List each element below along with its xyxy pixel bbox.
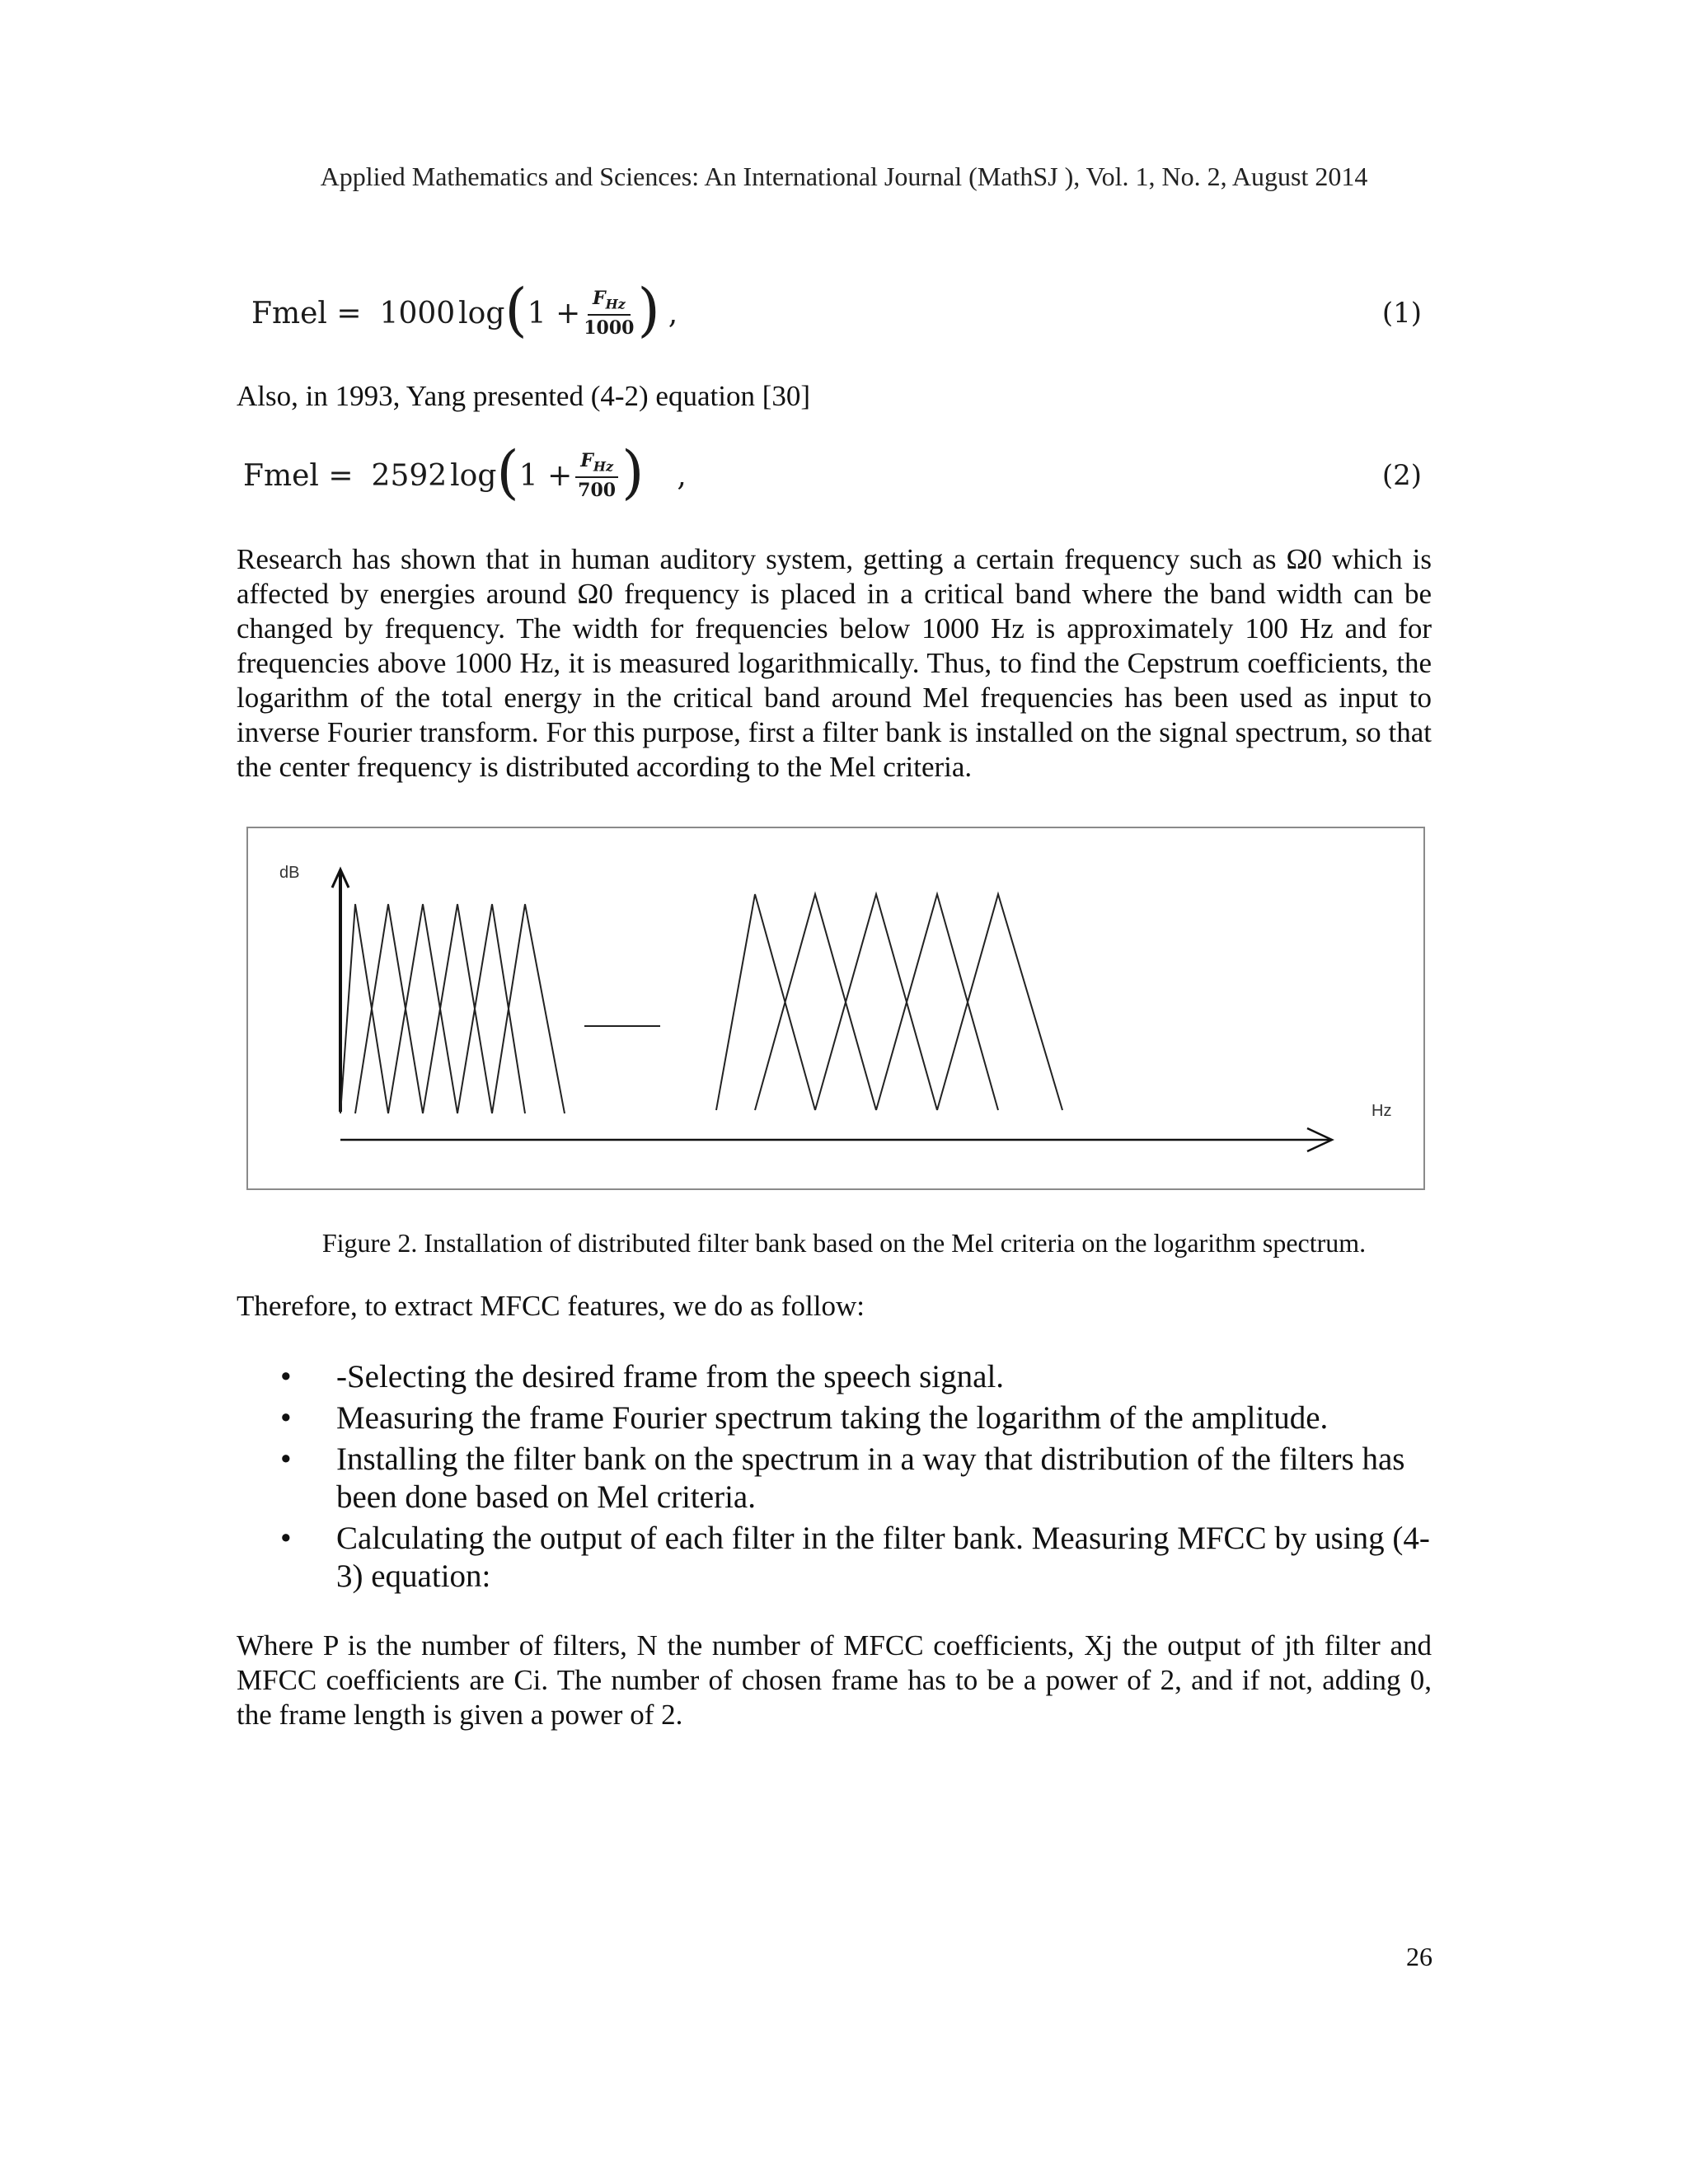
bullet-list (280, 1358, 1451, 1599)
equation-1-func: log (458, 296, 505, 330)
bullet-icon: • (280, 1359, 292, 1394)
equation-2-coef: 2592 (371, 458, 448, 493)
y-axis-label: dB (279, 864, 300, 882)
equation-2-body (243, 438, 687, 513)
filter-triangle (423, 904, 492, 1113)
paragraph-where: Where P is the number of filters, N the number of MFCC coefficients, Xj the output of jth filter and MFCC coefficients are Ci. The number of chosen frame has to be a power of 2, and if not, adding 0, the frame length is given a power of 2. (237, 1629, 1432, 1731)
filter-triangle (755, 894, 876, 1110)
equation-1-one-plus: 1 + (527, 296, 581, 330)
equation-2-numerator: $F_{Hz}$ (575, 450, 618, 477)
filter-bank-diagram (248, 828, 1423, 1188)
equation-1-number: (1) (1381, 297, 1422, 330)
equation-2-fraction (575, 450, 618, 500)
equation-2-one-plus: 1 + (518, 458, 573, 493)
bullet-icon: • (280, 1441, 292, 1477)
filter-triangle (876, 894, 998, 1110)
figure-caption: Figure 2. Installation of distributed filter bank based on the Mel criteria on the logarithm spectrum. (321, 1228, 1367, 1258)
equation-2-lhs: Fmel = (243, 458, 354, 493)
filter-triangle (815, 894, 937, 1110)
equation-1-denominator: 1000 (584, 316, 635, 339)
filter-triangle (388, 904, 457, 1113)
equation-2-denominator: 700 (578, 479, 617, 501)
filter-triangle (937, 894, 1062, 1110)
filter-triangle (340, 904, 388, 1113)
filter-triangle (355, 904, 423, 1113)
figure-2-frame (246, 827, 1425, 1190)
page-number: 26 (1406, 1942, 1432, 1971)
list-item: • Measuring the frame Fourier spectrum taking the logarithm of the amplitude. (280, 1400, 1329, 1436)
equation-1-open-paren: ( (504, 276, 528, 344)
equation-1 (251, 276, 1422, 350)
filter-triangle (492, 904, 565, 1113)
x-axis-label: Hz (1372, 1102, 1392, 1120)
equation-1-fraction (584, 288, 634, 338)
equation-2-open-paren: ( (496, 438, 519, 506)
equation-2-close-paren: ) (621, 438, 645, 506)
filters-right-group (716, 894, 1062, 1110)
equation-1-trail: , (668, 296, 678, 330)
equation-1-close-paren: ) (637, 276, 660, 344)
equation-2-number: (2) (1381, 459, 1422, 492)
paragraph-therefore: Therefore, to extract MFCC features, we do as follow: (237, 1290, 865, 1322)
equation-2-trail: , (677, 458, 687, 493)
filter-triangle (716, 894, 815, 1110)
list-item: • Installing the filter bank on the spectrum in a way that distribution of the filters has been done based on Mel criteria. (280, 1441, 1405, 1515)
bullet-icon: • (280, 1521, 292, 1556)
paragraph-intro: Also, in 1993, Yang presented (4-2) equation [30] (237, 380, 811, 412)
running-header: Applied Mathematics and Sciences: An International Journal (MathSJ ), Vol. 1, No. 2, August 2014 (320, 162, 1368, 191)
equation-1-coef: 1000 (379, 296, 456, 330)
paragraph-research: Research has shown that in human auditory system, getting a certain frequency such as Ω0 which is affected by energies around Ω0 frequency is placed in a critical band where the band width can be changed by frequency. The width for frequencies below 1000 Hz is approximately 100 Hz and for frequencies above 1000 Hz, it is measured logarithmically. Thus, to find the Cepstrum coefficients, the logarithm of the total energy in the critical band around Mel frequencies has been used as input to inverse Fourier transform. For this purpose, first a filter bank is installed on the signal spectrum, so that the center frequency is distributed according to the Mel criteria. (237, 543, 1432, 783)
list-item: • -Selecting the desired frame from the speech signal. (280, 1359, 1005, 1394)
filter-triangle (457, 904, 525, 1113)
bullet-icon: • (280, 1400, 292, 1436)
equation-2 (243, 438, 1422, 513)
equation-2-func: log (450, 458, 497, 493)
list-item: • Calculating the output of each filter in the filter bank. Measuring MFCC by using (4-3) equation: (280, 1521, 1430, 1594)
filters-left-group (340, 904, 565, 1113)
equation-1-lhs: Fmel = (251, 296, 362, 330)
equation-1-numerator: $F_{Hz}$ (588, 288, 631, 315)
equation-1-body (251, 276, 678, 350)
